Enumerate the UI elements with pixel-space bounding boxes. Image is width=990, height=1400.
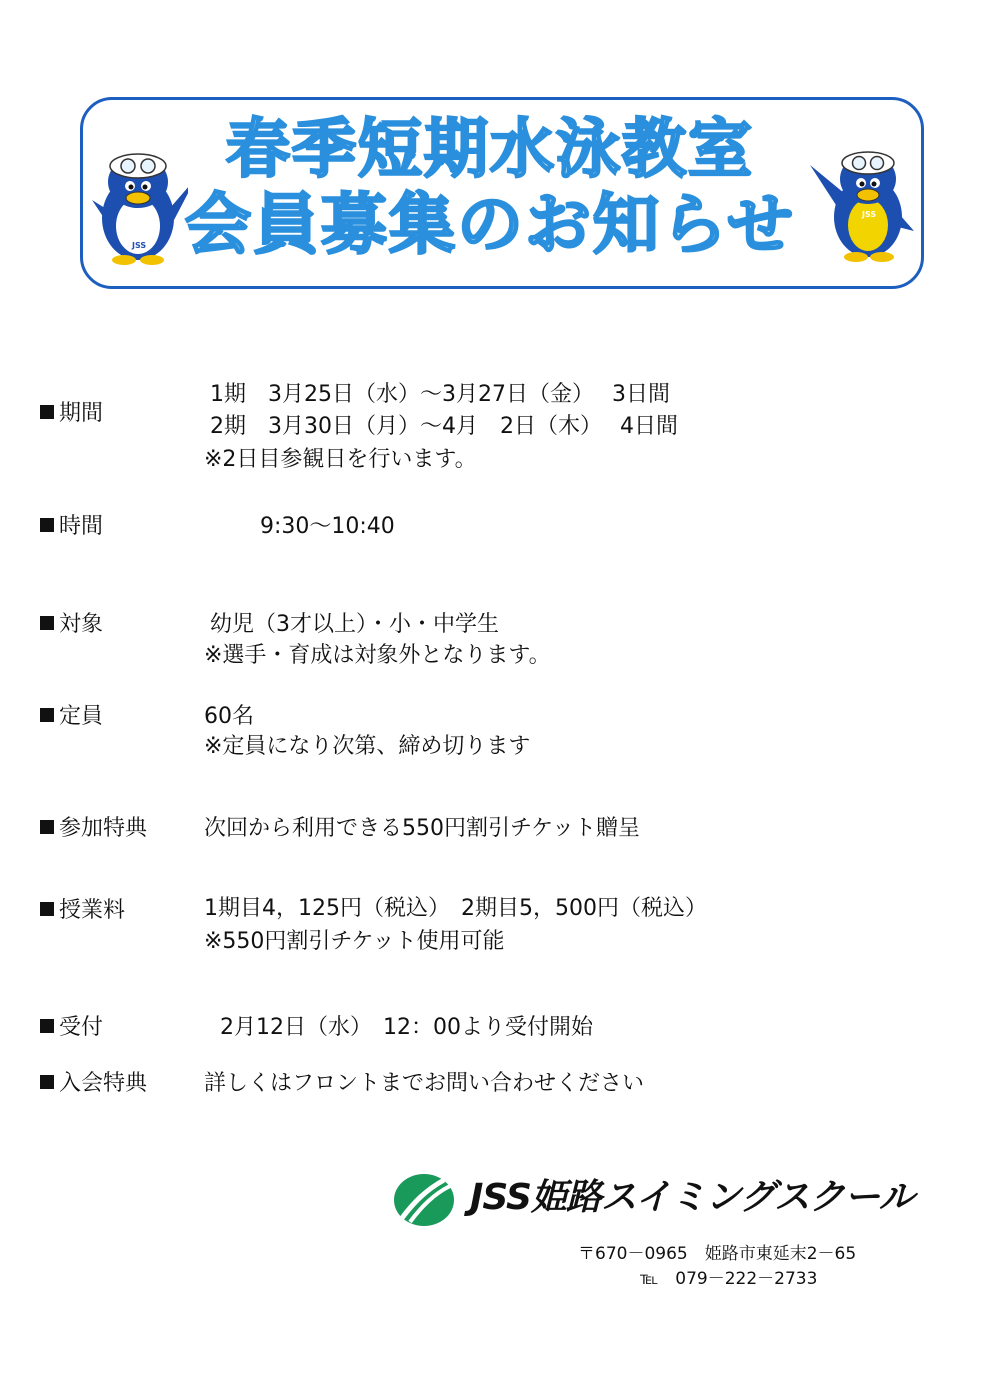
time-label: 時間 [59,514,104,539]
fee-label: 授業料 [59,898,126,923]
bullet-square-icon [40,708,54,722]
fee-note: ※550円割引チケット使用可能 [204,929,505,954]
join-bonus-label: 入会特典 [59,1071,148,1096]
banner-title-line2: 会員募集のお知らせ [184,186,796,263]
fee-label-row [40,900,125,922]
period-label-row [40,403,103,425]
bullet-square-icon [40,902,54,916]
period-label: 期間 [59,401,104,426]
bonus-value: 次回から利用できる550円割引チケット贈呈 [204,816,641,841]
capacity-note: ※定員になり次第、締め切ります [204,734,531,759]
period-line1: 1期 3月25日（水）～3月27日（金） 3日間 [210,382,670,407]
capacity-label-row [40,706,103,728]
reception-label-row [40,1017,103,1039]
fee-value: 1期目4，125円（税込） 2期目5，500円（税込） [204,896,707,921]
mascot-badge: JSS [132,241,147,250]
capacity-value: 60名 [204,704,254,729]
penguin-mascot-left-icon [88,148,188,266]
bullet-square-icon [40,518,54,532]
period-line2: 2期 3月30日（月）～4月 2日（木） 4日間 [210,414,678,439]
bonus-label: 参加特典 [59,816,148,841]
bonus-label-row [40,818,147,840]
address: 〒670－0965 姫路市東延末2－65 [578,1244,857,1264]
period-note: ※2日目参観日を行います。 [204,447,477,472]
penguin-mascot-right-icon [808,145,918,263]
mascot-badge: JSS [862,210,877,219]
jss-logo-icon [392,1172,456,1228]
join-bonus-label-row [40,1073,147,1095]
bullet-square-icon [40,616,54,630]
banner-title-line1: 春季短期水泳教室 [226,113,754,187]
target-value: 幼児（3才以上）・小・中学生 [210,612,499,637]
bullet-square-icon [40,405,54,419]
bullet-square-icon [40,1075,54,1089]
reception-value: 2月12日（水） 12：00より受付開始 [220,1015,593,1040]
target-label: 対象 [59,612,104,637]
join-bonus-value: 詳しくはフロントまでお問い合わせください [204,1071,645,1096]
reception-label: 受付 [59,1015,104,1040]
school-name: JSS姫路スイミングスクール [470,1177,914,1218]
target-note: ※選手・育成は対象外となります。 [204,643,551,668]
bullet-square-icon [40,820,54,834]
time-value: 9:30～10:40 [260,514,395,539]
bullet-square-icon [40,1019,54,1033]
capacity-label: 定員 [59,704,104,729]
telephone: ℡ 079－222－2733 [640,1269,818,1289]
time-label-row [40,516,103,538]
target-label-row [40,614,103,636]
